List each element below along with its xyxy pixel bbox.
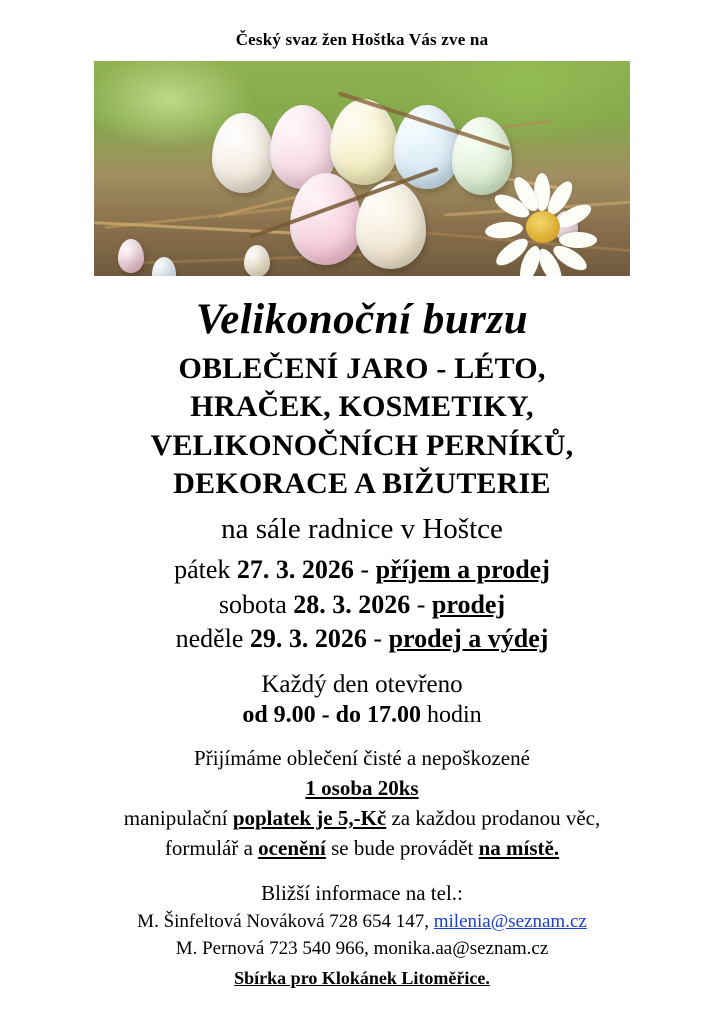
date-separator: - [360,555,370,585]
rule-form-place: na místě. [478,835,560,860]
contact-row [40,936,684,963]
date-activity: příjem a prodej [375,555,550,585]
contact-phone: 723 540 966, [269,937,369,959]
daisy-center [526,211,560,243]
date-day: sobota [218,589,287,619]
contact-phone: 728 654 147, [329,910,429,932]
rule-fee-suffix: za každou prodanou věc, [386,805,601,830]
small-easter-egg [244,245,270,276]
category-line: VELIKONOČNÍCH PERNÍKŮ, [150,428,574,462]
categories-block [40,350,684,504]
date-value: 29. 3. 2026 [249,624,367,654]
charity-collection-line: Sbírka pro Klokánek Litoměřice. [234,967,490,988]
date-row [40,588,684,623]
contact-row [40,909,684,936]
contact-email: monika.aa@seznam.cz [373,937,549,959]
rule-limit [40,774,684,804]
date-separator: - [373,624,383,654]
rule-form [40,834,684,864]
rules-block [40,744,684,863]
daisy-flower [486,173,602,276]
organizer-line: Český svaz žen Hoštka Vás zve na [235,30,489,49]
contact-name: M. Šinfeltová Nováková [137,910,325,932]
easter-eggs-basket-photo [94,61,630,276]
rule-fee-value: poplatek je 5,-Kč [232,805,387,830]
date-value: 28. 3. 2026 [293,589,411,619]
contacts-heading: Bližší informace na tel.: [261,881,463,906]
category-line: HRAČEK, KOSMETIKY, [190,390,534,424]
opening-hours-suffix: hodin [427,702,482,729]
date-row [40,622,684,657]
venue-line: na sále radnice v Hoštce [221,513,503,546]
opening-hours-value: od 9.00 - do 17.00 [242,702,421,729]
rule-limit-value: 1 osoba 20ks [305,775,419,800]
opening-hours-line [40,700,684,730]
category-line: OBLEČENÍ JARO - LÉTO, [178,351,546,385]
opening-hours-title: Každý den otevřeno [261,670,463,698]
date-activity: prodej [431,589,506,619]
date-row [40,553,684,588]
page-title: Velikonoční burzu [195,295,529,343]
daisy-petal [559,232,597,248]
date-day: pátek [174,555,231,585]
dates-block [40,553,684,657]
category-line: DEKORACE A BIŽUTERIE [173,467,551,500]
daisy-petal [484,220,523,240]
contact-name: M. Pernová [175,937,265,959]
contact-email-link[interactable]: milenia@seznam.cz [433,910,587,932]
rule-form-prefix: formulář a [164,835,259,860]
rule-form-mid: se bude provádět [325,835,479,860]
date-separator: - [416,589,426,619]
rule-fee [40,804,684,834]
date-day: neděle [175,624,244,654]
date-value: 27. 3. 2026 [236,555,354,585]
rule-fee-prefix: manipulační [123,805,233,830]
contacts-block [40,879,684,990]
rule-form-value: ocenění [258,835,326,860]
small-easter-egg [118,239,144,273]
date-activity: prodej a výdej [388,624,549,654]
rule-condition: Přijímáme oblečení čisté a nepoškozené [194,746,530,771]
